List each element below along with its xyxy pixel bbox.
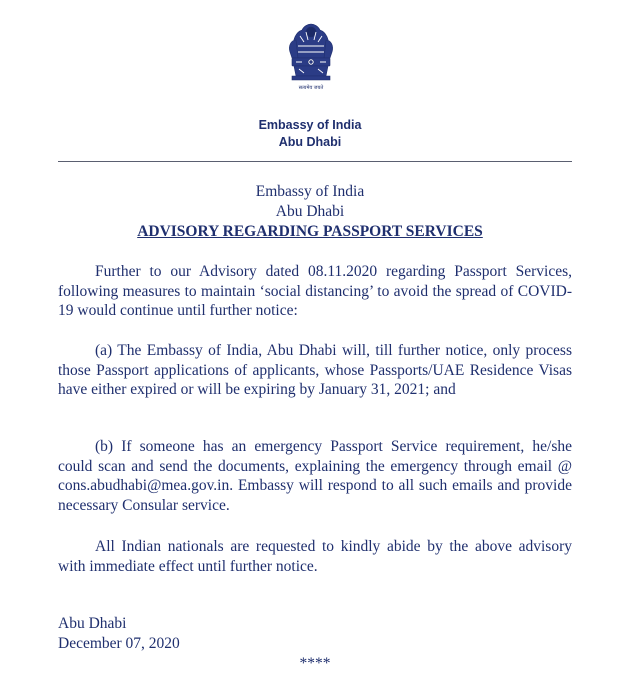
paragraph-b: (b) If someone has an emergency Passport Service requirement, he/she could scan and send the documents, explaining the emergency through email @ cons.abudhabi@mea.gov.in. Embassy will respond to all such emails and provide necessary Consular service. [58, 438, 572, 514]
advisory-title: ADVISORY REGARDING PASSPORT SERVICES [137, 223, 483, 240]
heading-city: Abu Dhabi [275, 203, 345, 220]
end-mark: **** [299, 655, 331, 672]
paragraph-intro: Further to our Advisory dated 08.11.2020 regarding Passport Services, following measures to maintain ‘social distancing’ to avoid the spread of COVID-19 would continue until further notice: [58, 263, 572, 319]
signature-place: Abu Dhabi [58, 615, 127, 632]
emblem-motto: सत्यमेव जयते [298, 85, 324, 91]
heading-org: Embassy of India [255, 183, 365, 200]
national-emblem-icon [282, 18, 340, 102]
signature-date: December 07, 2020 [58, 635, 180, 652]
letterhead-line-1: Embassy of India [258, 118, 362, 132]
header-divider [58, 161, 572, 162]
paragraph-a: (a) The Embassy of India, Abu Dhabi will, till further notice, only process those Passport applications of applicants, whose Passports/UAE Residence Visas have either expired or will be expiring by January 31, 2021; and [58, 342, 572, 398]
paragraph-closing: All Indian nationals are requested to kindly abide by the above advisory with immediate effect until further notice. [58, 538, 572, 575]
letterhead-line-2: Abu Dhabi [278, 135, 342, 149]
